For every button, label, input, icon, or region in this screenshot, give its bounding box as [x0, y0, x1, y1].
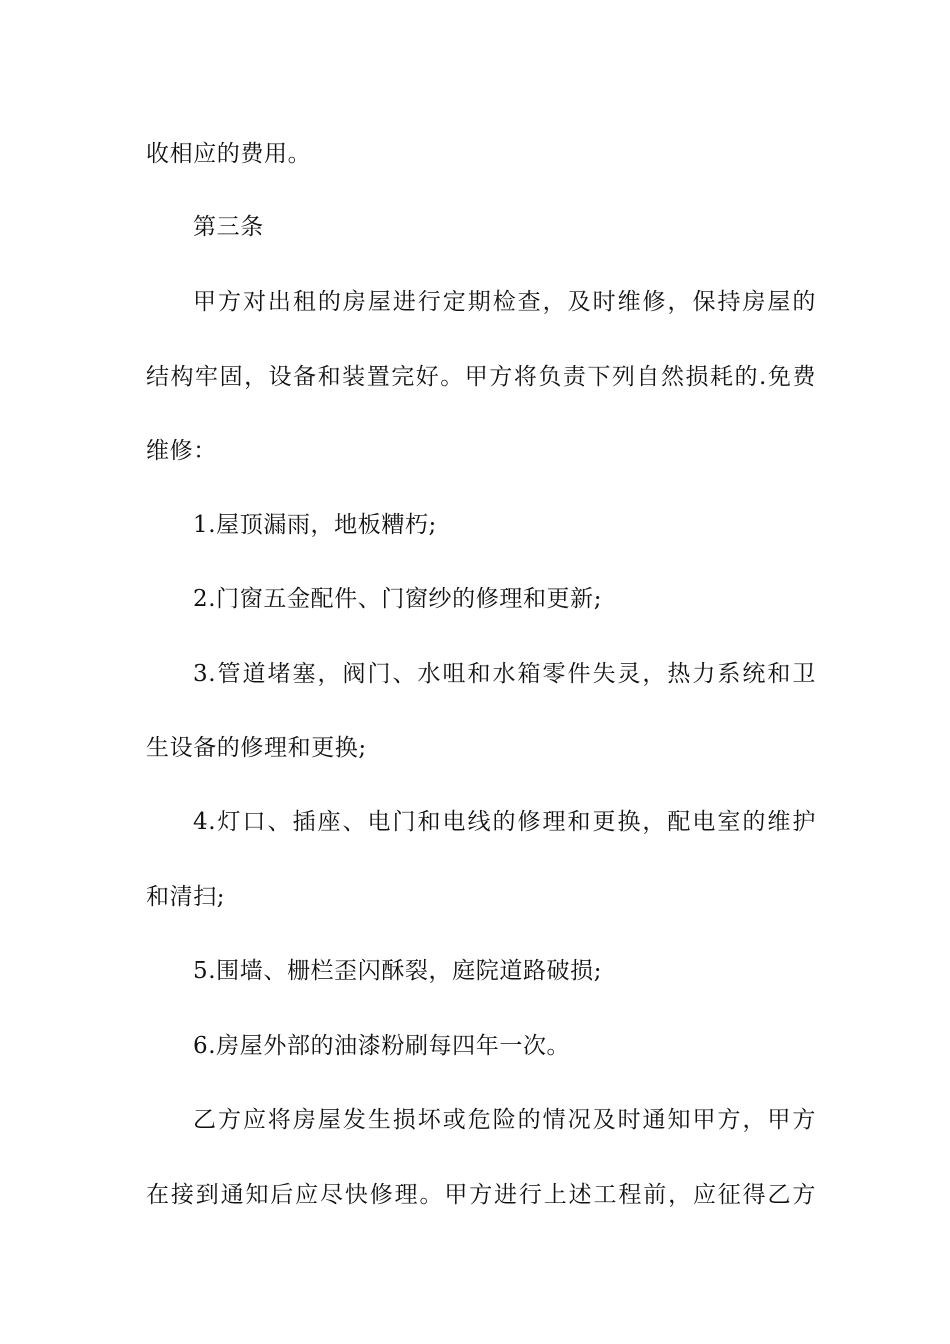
text-line-14: 乙方应将房屋发生损坏或危险的情况及时通知甲方，甲方	[193, 1107, 816, 1133]
list-item-3-cont: 生设备的修理和更换;	[146, 735, 367, 761]
text-line-1: 收相应的费用。	[146, 141, 312, 167]
text-line-3: 甲方对出租的房屋进行定期检查，及时维修，保持房屋的	[193, 289, 816, 315]
text-line-15: 在接到通知后应尽快修理。甲方进行上述工程前，应征得乙方	[146, 1182, 816, 1208]
list-item-1: 1.屋顶漏雨，地板糟朽;	[193, 512, 437, 538]
list-item-5: 5.围墙、栅栏歪闪酥裂，庭院道路破损;	[193, 958, 603, 984]
list-item-3: 3.管道堵塞，阀门、水咀和水箱零件失灵，热力系统和卫	[193, 661, 816, 687]
list-item-2: 2.门窗五金配件、门窗纱的修理和更新;	[193, 586, 603, 612]
list-item-4-cont: 和清扫;	[146, 884, 226, 910]
list-item-6: 6.房屋外部的油漆粉刷每四年一次。	[193, 1033, 571, 1059]
text-line-5: 维修：	[146, 438, 217, 464]
text-line-4: 结构牢固，设备和装置完好。甲方将负责下列自然损耗的.免费	[146, 364, 816, 390]
article-heading: 第三条	[193, 214, 264, 240]
list-item-4: 4.灯口、插座、电门和电线的修理和更换，配电室的维护	[193, 809, 816, 835]
